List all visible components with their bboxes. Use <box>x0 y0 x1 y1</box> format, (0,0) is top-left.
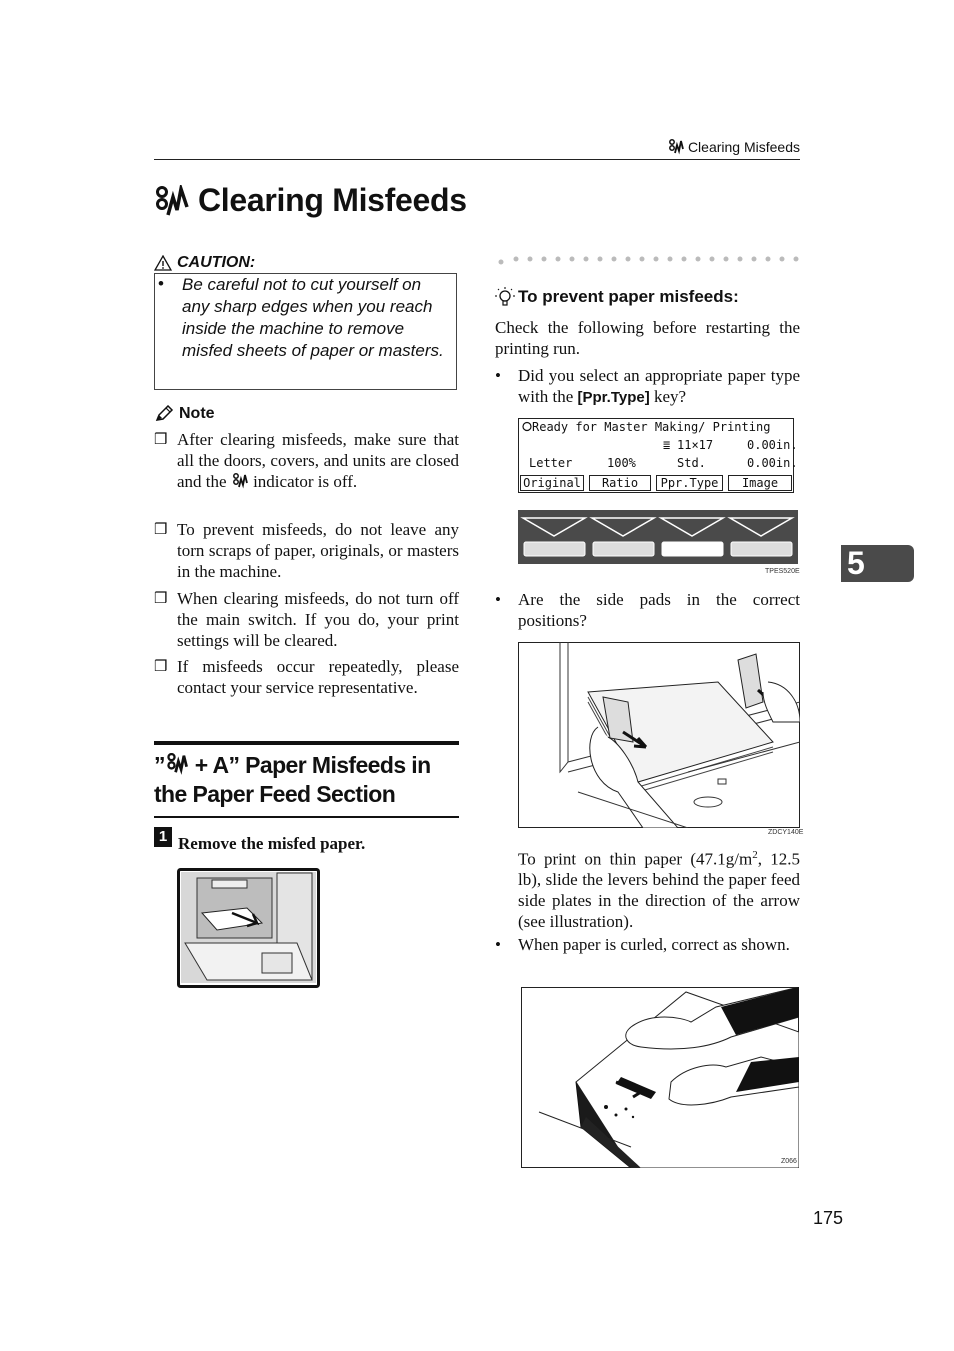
softkey-ratio[interactable]: Ratio <box>589 475 651 491</box>
superscript: 2 <box>752 849 758 861</box>
figure-code: ZDCY140E <box>768 829 804 836</box>
selection-key-panel <box>518 510 798 564</box>
caution-bullet: • <box>158 274 164 293</box>
chapter-tab: 5 <box>841 545 914 582</box>
note-text <box>177 430 459 492</box>
misfed-paper-illustration <box>177 868 320 988</box>
lcd-counter-2: 0.00in. <box>747 456 798 470</box>
figure-code: TPES520E <box>765 568 800 575</box>
caution-label: CAUTION: <box>177 254 256 271</box>
lcd-counter-1: 0.00in. <box>747 438 798 452</box>
softkey-original[interactable]: Original <box>520 475 584 491</box>
misfeed-icon <box>668 139 684 155</box>
paper-tray-icon: ≣ <box>663 438 671 452</box>
section-title-text: + A” Paper Misfeeds in the Paper Feed Section <box>154 752 431 807</box>
tip-bullet <box>495 366 800 409</box>
tip-bullet-text <box>518 366 800 409</box>
running-head <box>668 139 800 155</box>
figure-code: Z066 <box>781 1158 797 1165</box>
tip-intro: Check the following before restarting the printing run. <box>495 318 800 358</box>
bullet-mark: • <box>495 366 501 385</box>
section-rule-bottom <box>154 816 459 818</box>
tip-bullet-text: When paper is curled, correct as shown. <box>518 935 790 954</box>
thin-paper-paragraph <box>518 845 800 933</box>
tip-bullet-part: Did you select an appropriate paper type with the <box>518 366 800 406</box>
note-text: To prevent misfeeds, do not leave any torn scraps of paper, originals, or masters in the machine. <box>177 520 459 581</box>
checkbox-icon: ❒ <box>154 659 168 675</box>
tip-dotted-rule <box>497 256 800 266</box>
thin-paper-text: , 12.5 lb), slide the levers behind the paper feed side plates in the direction of the arrow (see illustration). <box>518 849 800 932</box>
page-number: 175 <box>813 1208 844 1228</box>
softkey-ppr-type[interactable]: Ppr.Type <box>656 475 723 491</box>
note-label: Note <box>179 405 215 422</box>
section-rule-top <box>154 741 459 745</box>
note-text: If misfeeds occur repeatedly, please contact your service representative. <box>177 657 459 697</box>
section-title <box>154 751 459 809</box>
note-heading <box>154 405 215 423</box>
running-head-text: Clearing Misfeeds <box>687 139 800 155</box>
pencil-icon <box>154 405 174 423</box>
ppr-type-key-label: [Ppr.Type] <box>577 388 650 406</box>
side-pads-illustration <box>518 642 800 828</box>
curled-paper-illustration <box>521 987 799 1168</box>
ready-circle-icon <box>522 421 532 432</box>
lcd-status-text: Ready for Master Making/ Printing <box>532 420 771 434</box>
note-text-part: After clearing misfeeds, make sure that all the doors, covers, and units are closed and the <box>177 430 459 491</box>
lcd-size: 11×17 <box>677 438 714 452</box>
warning-icon <box>154 255 172 271</box>
lcd-type: Std. <box>677 456 706 470</box>
tip-bullet <box>495 935 800 956</box>
tip-bullet-part: key? <box>653 386 687 406</box>
checkbox-icon: ❒ <box>154 432 168 448</box>
note-text: When clearing misfeeds, do not turn off the main switch. If you do, your print settings will be cleared. <box>177 589 459 650</box>
step-text: Remove the misfed paper. <box>178 834 366 853</box>
misfeed-icon <box>165 753 189 775</box>
bullet-mark: • <box>495 935 501 954</box>
checkbox-icon: ❒ <box>154 591 168 607</box>
lcd-status-line <box>522 420 796 434</box>
note-item <box>154 589 459 651</box>
tip-heading-text: To prevent paper misfeeds: <box>518 287 739 306</box>
softkey-image[interactable]: Image <box>728 475 792 491</box>
lcd-ratio: 100% <box>607 456 636 470</box>
note-text-part: indicator is off. <box>253 471 358 491</box>
step-number: 1 <box>154 827 172 847</box>
lightbulb-icon <box>495 287 515 307</box>
section-title-prefix: ” <box>154 752 165 778</box>
note-item <box>154 430 459 492</box>
misfeed-icon <box>231 473 249 489</box>
misfeed-icon <box>154 185 190 217</box>
lcd-paper: Letter <box>529 456 573 470</box>
page-title-text: Clearing Misfeeds <box>198 182 467 218</box>
tip-bullet-text: Are the side pads in the correct positions? <box>518 590 800 630</box>
page-title <box>154 182 467 219</box>
note-item <box>154 657 459 699</box>
tip-bullet <box>495 590 800 632</box>
checkbox-icon: ❒ <box>154 522 168 538</box>
bullet-mark: • <box>495 590 501 609</box>
header-rule <box>154 159 800 160</box>
thin-paper-text: To print on thin paper (47.1g/m <box>518 849 753 869</box>
tip-heading <box>495 287 739 307</box>
caution-text: Be careful not to cut yourself on any sharp edges when you reach inside the machine to remove misfed sheets of paper or masters. <box>182 275 444 360</box>
caution-heading <box>154 254 255 272</box>
lcd-display <box>518 418 798 493</box>
note-item <box>154 520 459 582</box>
